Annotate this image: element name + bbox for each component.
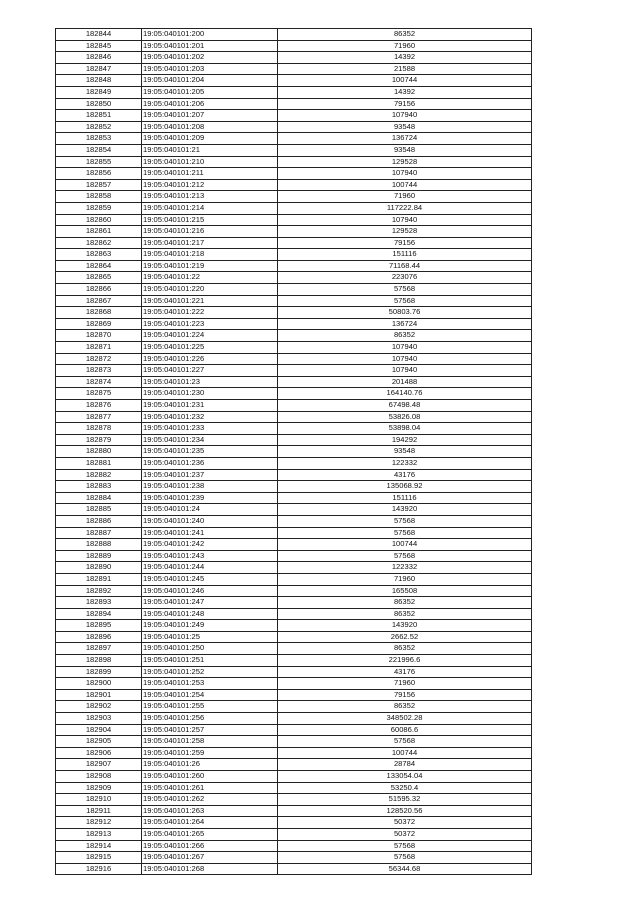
- value-cell: 221996.6: [278, 655, 532, 667]
- value-cell: 93548: [278, 121, 532, 133]
- row-id-cell: 182858: [56, 191, 142, 203]
- value-cell: 57568: [278, 295, 532, 307]
- cadastral-number-cell: 19:05:040101:247: [142, 597, 278, 609]
- cadastral-number-cell: 19:05:040101:253: [142, 678, 278, 690]
- value-cell: 100744: [278, 75, 532, 87]
- value-cell: 57568: [278, 840, 532, 852]
- table-row: [56, 156, 532, 168]
- row-id-cell: 182869: [56, 318, 142, 330]
- table-row: [56, 40, 532, 52]
- cadastral-number-cell: 19:05:040101:265: [142, 828, 278, 840]
- cadastral-number-cell: 19:05:040101:267: [142, 852, 278, 864]
- cadastral-number-cell: 19:05:040101:207: [142, 110, 278, 122]
- cadastral-number-cell: 19:05:040101:208: [142, 121, 278, 133]
- row-id-cell: 182871: [56, 342, 142, 354]
- row-id-cell: 182855: [56, 156, 142, 168]
- value-cell: 28784: [278, 759, 532, 771]
- table-row: [56, 353, 532, 365]
- value-cell: 348502.28: [278, 713, 532, 725]
- cadastral-number-cell: 19:05:040101:205: [142, 86, 278, 98]
- cadastral-number-cell: 19:05:040101:220: [142, 284, 278, 296]
- cadastral-number-cell: 19:05:040101:218: [142, 249, 278, 261]
- row-id-cell: 182908: [56, 771, 142, 783]
- row-id-cell: 182911: [56, 805, 142, 817]
- table-row: [56, 666, 532, 678]
- table-row: [56, 260, 532, 272]
- value-cell: 223076: [278, 272, 532, 284]
- table-row: [56, 863, 532, 875]
- cadastral-number-cell: 19:05:040101:235: [142, 446, 278, 458]
- data-sheet: [55, 28, 531, 875]
- cadastral-number-cell: 19:05:040101:25: [142, 631, 278, 643]
- cadastral-number-cell: 19:05:040101:201: [142, 40, 278, 52]
- value-cell: 117222.84: [278, 202, 532, 214]
- row-id-cell: 182848: [56, 75, 142, 87]
- table-row: [56, 678, 532, 690]
- row-id-cell: 182875: [56, 388, 142, 400]
- cadastral-number-cell: 19:05:040101:210: [142, 156, 278, 168]
- value-cell: 201488: [278, 376, 532, 388]
- row-id-cell: 182859: [56, 202, 142, 214]
- row-id-cell: 182915: [56, 852, 142, 864]
- row-id-cell: 182863: [56, 249, 142, 261]
- table-row: [56, 539, 532, 551]
- table-row: [56, 527, 532, 539]
- table-row: [56, 63, 532, 75]
- table-row: [56, 457, 532, 469]
- cadastral-number-cell: 19:05:040101:226: [142, 353, 278, 365]
- cadastral-number-cell: 19:05:040101:225: [142, 342, 278, 354]
- cadastral-number-cell: 19:05:040101:200: [142, 29, 278, 41]
- table-row: [56, 643, 532, 655]
- table-row: [56, 759, 532, 771]
- cadastral-number-cell: 19:05:040101:258: [142, 736, 278, 748]
- value-cell: 57568: [278, 527, 532, 539]
- cadastral-number-cell: 19:05:040101:241: [142, 527, 278, 539]
- value-cell: 50372: [278, 828, 532, 840]
- value-cell: 136724: [278, 133, 532, 145]
- value-cell: 86352: [278, 29, 532, 41]
- row-id-cell: 182884: [56, 492, 142, 504]
- value-cell: 122332: [278, 562, 532, 574]
- value-cell: 100744: [278, 539, 532, 551]
- table-row: [56, 701, 532, 713]
- value-cell: 56344.68: [278, 863, 532, 875]
- value-cell: 86352: [278, 608, 532, 620]
- value-cell: 50803.76: [278, 307, 532, 319]
- value-cell: 107940: [278, 353, 532, 365]
- table-row: [56, 550, 532, 562]
- cadastral-number-cell: 19:05:040101:245: [142, 573, 278, 585]
- cadastral-number-cell: 19:05:040101:227: [142, 365, 278, 377]
- value-cell: 135068.92: [278, 481, 532, 493]
- table-row: [56, 423, 532, 435]
- row-id-cell: 182847: [56, 63, 142, 75]
- cadastral-number-cell: 19:05:040101:248: [142, 608, 278, 620]
- table-row: [56, 400, 532, 412]
- value-cell: 107940: [278, 168, 532, 180]
- row-id-cell: 182881: [56, 457, 142, 469]
- row-id-cell: 182876: [56, 400, 142, 412]
- table-row: [56, 689, 532, 701]
- row-id-cell: 182892: [56, 585, 142, 597]
- cadastral-number-cell: 19:05:040101:240: [142, 515, 278, 527]
- table-row: [56, 434, 532, 446]
- row-id-cell: 182890: [56, 562, 142, 574]
- cadastral-number-cell: 19:05:040101:246: [142, 585, 278, 597]
- table-row: [56, 86, 532, 98]
- table-row: [56, 330, 532, 342]
- row-id-cell: 182866: [56, 284, 142, 296]
- cadastral-number-cell: 19:05:040101:232: [142, 411, 278, 423]
- value-cell: 133054.04: [278, 771, 532, 783]
- table-row: [56, 226, 532, 238]
- cadastral-number-cell: 19:05:040101:202: [142, 52, 278, 64]
- row-id-cell: 182893: [56, 597, 142, 609]
- row-id-cell: 182891: [56, 573, 142, 585]
- cadastral-number-cell: 19:05:040101:219: [142, 260, 278, 272]
- value-cell: 57568: [278, 736, 532, 748]
- cadastral-number-cell: 19:05:040101:239: [142, 492, 278, 504]
- table-row: [56, 446, 532, 458]
- table-row: [56, 121, 532, 133]
- value-cell: 136724: [278, 318, 532, 330]
- row-id-cell: 182900: [56, 678, 142, 690]
- value-cell: 53826.08: [278, 411, 532, 423]
- table-row: [56, 817, 532, 829]
- cadastral-number-cell: 19:05:040101:211: [142, 168, 278, 180]
- value-cell: 57568: [278, 550, 532, 562]
- row-id-cell: 182850: [56, 98, 142, 110]
- table-row: [56, 272, 532, 284]
- table-row: [56, 828, 532, 840]
- cadastral-number-cell: 19:05:040101:263: [142, 805, 278, 817]
- row-id-cell: 182885: [56, 504, 142, 516]
- table-row: [56, 307, 532, 319]
- value-cell: 43176: [278, 469, 532, 481]
- row-id-cell: 182877: [56, 411, 142, 423]
- table-row: [56, 747, 532, 759]
- table-row: [56, 840, 532, 852]
- row-id-cell: 182914: [56, 840, 142, 852]
- value-cell: 151116: [278, 492, 532, 504]
- table-row: [56, 144, 532, 156]
- table-row: [56, 365, 532, 377]
- cadastral-number-cell: 19:05:040101:24: [142, 504, 278, 516]
- value-cell: 14392: [278, 52, 532, 64]
- value-cell: 107940: [278, 214, 532, 226]
- records-table: [55, 28, 532, 875]
- row-id-cell: 182870: [56, 330, 142, 342]
- value-cell: 129528: [278, 226, 532, 238]
- table-row: [56, 168, 532, 180]
- row-id-cell: 182853: [56, 133, 142, 145]
- cadastral-number-cell: 19:05:040101:268: [142, 863, 278, 875]
- value-cell: 71960: [278, 40, 532, 52]
- row-id-cell: 182902: [56, 701, 142, 713]
- row-id-cell: 182845: [56, 40, 142, 52]
- row-id-cell: 182849: [56, 86, 142, 98]
- cadastral-number-cell: 19:05:040101:21: [142, 144, 278, 156]
- cadastral-number-cell: 19:05:040101:222: [142, 307, 278, 319]
- value-cell: 57568: [278, 284, 532, 296]
- value-cell: 53250.4: [278, 782, 532, 794]
- table-row: [56, 481, 532, 493]
- table-row: [56, 771, 532, 783]
- cadastral-number-cell: 19:05:040101:260: [142, 771, 278, 783]
- cadastral-number-cell: 19:05:040101:244: [142, 562, 278, 574]
- row-id-cell: 182899: [56, 666, 142, 678]
- cadastral-number-cell: 19:05:040101:252: [142, 666, 278, 678]
- cadastral-number-cell: 19:05:040101:209: [142, 133, 278, 145]
- table-row: [56, 469, 532, 481]
- table-row: [56, 191, 532, 203]
- cadastral-number-cell: 19:05:040101:212: [142, 179, 278, 191]
- value-cell: 79156: [278, 237, 532, 249]
- row-id-cell: 182888: [56, 539, 142, 551]
- row-id-cell: 182907: [56, 759, 142, 771]
- value-cell: 128520.56: [278, 805, 532, 817]
- table-row: [56, 29, 532, 41]
- value-cell: 79156: [278, 689, 532, 701]
- value-cell: 14392: [278, 86, 532, 98]
- value-cell: 165508: [278, 585, 532, 597]
- value-cell: 100744: [278, 747, 532, 759]
- value-cell: 51595.32: [278, 794, 532, 806]
- value-cell: 93548: [278, 144, 532, 156]
- value-cell: 86352: [278, 643, 532, 655]
- table-row: [56, 655, 532, 667]
- table-row: [56, 736, 532, 748]
- cadastral-number-cell: 19:05:040101:261: [142, 782, 278, 794]
- cadastral-number-cell: 19:05:040101:223: [142, 318, 278, 330]
- table-row: [56, 597, 532, 609]
- row-id-cell: 182864: [56, 260, 142, 272]
- row-id-cell: 182905: [56, 736, 142, 748]
- table-row: [56, 284, 532, 296]
- row-id-cell: 182865: [56, 272, 142, 284]
- cadastral-number-cell: 19:05:040101:262: [142, 794, 278, 806]
- value-cell: 60086.6: [278, 724, 532, 736]
- row-id-cell: 182854: [56, 144, 142, 156]
- row-id-cell: 182910: [56, 794, 142, 806]
- table-row: [56, 376, 532, 388]
- table-row: [56, 75, 532, 87]
- row-id-cell: 182878: [56, 423, 142, 435]
- value-cell: 2662.52: [278, 631, 532, 643]
- row-id-cell: 182846: [56, 52, 142, 64]
- table-row: [56, 724, 532, 736]
- cadastral-number-cell: 19:05:040101:257: [142, 724, 278, 736]
- row-id-cell: 182896: [56, 631, 142, 643]
- table-row: [56, 608, 532, 620]
- cadastral-number-cell: 19:05:040101:234: [142, 434, 278, 446]
- table-row: [56, 388, 532, 400]
- cadastral-number-cell: 19:05:040101:224: [142, 330, 278, 342]
- cadastral-number-cell: 19:05:040101:233: [142, 423, 278, 435]
- cadastral-number-cell: 19:05:040101:249: [142, 620, 278, 632]
- table-row: [56, 202, 532, 214]
- row-id-cell: 182883: [56, 481, 142, 493]
- table-row: [56, 631, 532, 643]
- table-row: [56, 179, 532, 191]
- row-id-cell: 182904: [56, 724, 142, 736]
- table-row: [56, 318, 532, 330]
- table-row: [56, 805, 532, 817]
- table-row: [56, 782, 532, 794]
- row-id-cell: 182874: [56, 376, 142, 388]
- cadastral-number-cell: 19:05:040101:23: [142, 376, 278, 388]
- value-cell: 194292: [278, 434, 532, 446]
- table-row: [56, 492, 532, 504]
- cadastral-number-cell: 19:05:040101:221: [142, 295, 278, 307]
- cadastral-number-cell: 19:05:040101:238: [142, 481, 278, 493]
- value-cell: 71960: [278, 191, 532, 203]
- row-id-cell: 182880: [56, 446, 142, 458]
- table-row: [56, 295, 532, 307]
- cadastral-number-cell: 19:05:040101:254: [142, 689, 278, 701]
- value-cell: 143920: [278, 620, 532, 632]
- value-cell: 57568: [278, 515, 532, 527]
- cadastral-number-cell: 19:05:040101:259: [142, 747, 278, 759]
- table-row: [56, 515, 532, 527]
- value-cell: 100744: [278, 179, 532, 191]
- table-row: [56, 504, 532, 516]
- cadastral-number-cell: 19:05:040101:204: [142, 75, 278, 87]
- value-cell: 53898.04: [278, 423, 532, 435]
- row-id-cell: 182889: [56, 550, 142, 562]
- table-row: [56, 562, 532, 574]
- cadastral-number-cell: 19:05:040101:264: [142, 817, 278, 829]
- cadastral-number-cell: 19:05:040101:203: [142, 63, 278, 75]
- cadastral-number-cell: 19:05:040101:213: [142, 191, 278, 203]
- value-cell: 79156: [278, 98, 532, 110]
- table-row: [56, 585, 532, 597]
- value-cell: 86352: [278, 701, 532, 713]
- value-cell: 151116: [278, 249, 532, 261]
- row-id-cell: 182886: [56, 515, 142, 527]
- value-cell: 67498.48: [278, 400, 532, 412]
- value-cell: 107940: [278, 365, 532, 377]
- value-cell: 57568: [278, 852, 532, 864]
- table-row: [56, 342, 532, 354]
- row-id-cell: 182916: [56, 863, 142, 875]
- table-row: [56, 794, 532, 806]
- value-cell: 93548: [278, 446, 532, 458]
- cadastral-number-cell: 19:05:040101:256: [142, 713, 278, 725]
- table-row: [56, 214, 532, 226]
- cadastral-number-cell: 19:05:040101:255: [142, 701, 278, 713]
- cadastral-number-cell: 19:05:040101:237: [142, 469, 278, 481]
- row-id-cell: 182882: [56, 469, 142, 481]
- value-cell: 122332: [278, 457, 532, 469]
- cadastral-number-cell: 19:05:040101:26: [142, 759, 278, 771]
- row-id-cell: 182868: [56, 307, 142, 319]
- row-id-cell: 182913: [56, 828, 142, 840]
- cadastral-number-cell: 19:05:040101:231: [142, 400, 278, 412]
- cadastral-number-cell: 19:05:040101:243: [142, 550, 278, 562]
- cadastral-number-cell: 19:05:040101:216: [142, 226, 278, 238]
- row-id-cell: 182860: [56, 214, 142, 226]
- row-id-cell: 182851: [56, 110, 142, 122]
- row-id-cell: 182897: [56, 643, 142, 655]
- table-row: [56, 133, 532, 145]
- cadastral-number-cell: 19:05:040101:22: [142, 272, 278, 284]
- row-id-cell: 182862: [56, 237, 142, 249]
- table-row: [56, 620, 532, 632]
- table-row: [56, 573, 532, 585]
- cadastral-number-cell: 19:05:040101:236: [142, 457, 278, 469]
- table-row: [56, 52, 532, 64]
- value-cell: 71168.44: [278, 260, 532, 272]
- row-id-cell: 182912: [56, 817, 142, 829]
- row-id-cell: 182887: [56, 527, 142, 539]
- cadastral-number-cell: 19:05:040101:266: [142, 840, 278, 852]
- cadastral-number-cell: 19:05:040101:250: [142, 643, 278, 655]
- value-cell: 71960: [278, 678, 532, 690]
- cadastral-number-cell: 19:05:040101:230: [142, 388, 278, 400]
- value-cell: 164140.76: [278, 388, 532, 400]
- table-row: [56, 237, 532, 249]
- row-id-cell: 182852: [56, 121, 142, 133]
- cadastral-number-cell: 19:05:040101:251: [142, 655, 278, 667]
- cadastral-number-cell: 19:05:040101:242: [142, 539, 278, 551]
- value-cell: 50372: [278, 817, 532, 829]
- row-id-cell: 182895: [56, 620, 142, 632]
- row-id-cell: 182906: [56, 747, 142, 759]
- table-row: [56, 852, 532, 864]
- cadastral-number-cell: 19:05:040101:214: [142, 202, 278, 214]
- value-cell: 43176: [278, 666, 532, 678]
- row-id-cell: 182867: [56, 295, 142, 307]
- table-row: [56, 98, 532, 110]
- value-cell: 86352: [278, 330, 532, 342]
- table-row: [56, 110, 532, 122]
- row-id-cell: 182844: [56, 29, 142, 41]
- value-cell: 143920: [278, 504, 532, 516]
- value-cell: 107940: [278, 342, 532, 354]
- value-cell: 107940: [278, 110, 532, 122]
- value-cell: 86352: [278, 597, 532, 609]
- cadastral-number-cell: 19:05:040101:217: [142, 237, 278, 249]
- row-id-cell: 182903: [56, 713, 142, 725]
- cadastral-number-cell: 19:05:040101:215: [142, 214, 278, 226]
- value-cell: 129528: [278, 156, 532, 168]
- cadastral-number-cell: 19:05:040101:206: [142, 98, 278, 110]
- row-id-cell: 182873: [56, 365, 142, 377]
- value-cell: 21588: [278, 63, 532, 75]
- row-id-cell: 182901: [56, 689, 142, 701]
- value-cell: 71960: [278, 573, 532, 585]
- table-row: [56, 411, 532, 423]
- row-id-cell: 182861: [56, 226, 142, 238]
- records-table-body: [56, 29, 532, 875]
- row-id-cell: 182879: [56, 434, 142, 446]
- row-id-cell: 182857: [56, 179, 142, 191]
- row-id-cell: 182909: [56, 782, 142, 794]
- row-id-cell: 182856: [56, 168, 142, 180]
- row-id-cell: 182872: [56, 353, 142, 365]
- row-id-cell: 182898: [56, 655, 142, 667]
- table-row: [56, 249, 532, 261]
- row-id-cell: 182894: [56, 608, 142, 620]
- table-row: [56, 713, 532, 725]
